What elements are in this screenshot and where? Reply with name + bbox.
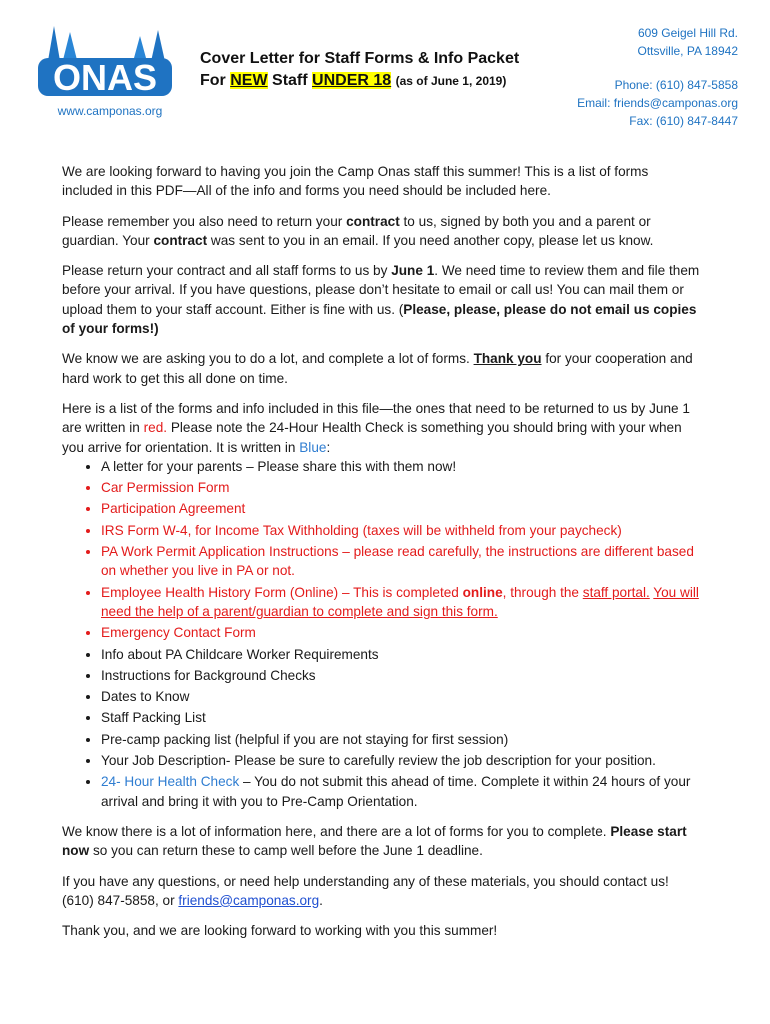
list-item: • Your Job Description- Please be sure to carefully review the job description for your position. [101,751,702,770]
phone: Phone: (610) 847-5858 [614,78,738,92]
list-item: • Instructions for Background Checks [101,666,702,685]
address-line-1: 609 Geigel Hill Rd. [637,26,738,40]
list-item: • Staff Packing List [101,708,702,727]
list-item: • Dates to Know [101,687,702,706]
letterhead [0,0,770,128]
email: Email: friends@camponas.org [577,96,738,110]
list-item: • Car Permission Form [101,478,702,497]
paragraph-deadline: Please return your contract and all staff forms to us by June 1. We need time to review them and file them before your arrival. If you have questions, please don’t hesitate to email or call us! You can mail them or upload them to your staff account. Either is fine with us. (Please, please, please do not email us copies of your forms!) [62,263,700,337]
title-line-2: For NEW Staff UNDER 18 (as of June 1, 2019) [200,72,507,89]
title-line-1: Cover Letter for Staff Forms & Info Packet [200,50,520,67]
paragraph-contact: If you have any questions, or need help understanding any of these materials, you should contact us! (610) 847-5858, or friends@camponas.org. [62,873,669,908]
letter-body [62,162,702,951]
new-highlight: NEW [230,72,268,89]
page-title [200,48,519,92]
paragraph-thanks: We know we are asking you to do a lot, and complete a lot of forms. Thank you for your cooperation and hard work to get this all done on time. [62,351,693,386]
website-link[interactable]: www.camponas.org [57,104,163,118]
list-item: • Participation Agreement [101,499,702,518]
paragraph-contract: Please remember you also need to return your contract to us, signed by both you and a parent or guardian. Your contract was sent to you in an email. If you need another copy, please let us know. [62,213,654,248]
staff-portal-link[interactable]: staff portal. [582,584,650,600]
as-of-date: (as of June 1, 2019) [395,74,507,88]
email-link[interactable]: friends@camponas.org [178,892,320,908]
camp-onas-logo [36,22,174,104]
list-item: • 24- Hour Health Check – You do not submit this ahead of time. Complete it within 24 hours of your arrival and bring it with you to Pre-Camp Orientation. [101,772,702,811]
list-item: • A letter for your parents – Please share this with them now! [101,457,702,476]
list-item: • IRS Form W-4, for Income Tax Withholding (taxes will be withheld from your paycheck) [101,521,702,540]
forms-list [62,457,702,811]
paragraph-start-now: We know there is a lot of information here, and there are a lot of forms for you to complete. Please start now so you can return these to camp well before the June 1 deadline. [62,823,687,859]
list-item: • PA Work Permit Application Instructions – please read carefully, the instructions are different based on whether you live in PA or not. [101,542,702,581]
fax: Fax: (610) 847-8447 [629,114,738,128]
list-item: • Emergency Contact Form [101,623,702,642]
paragraph-intro: We are looking forward to having you join the Camp Onas staff this summer! This is a list of forms included in this PDF—All of the info and forms you need should be included here. [62,164,649,199]
list-item: • Pre-camp packing list (helpful if you are not staying for first session) [101,730,702,749]
paragraph-closing: Thank you, and we are looking forward to working with you this summer! [62,923,498,939]
list-item: • Employee Health History Form (Online) – This is completed online, through the staff portal. You will need the help of a parent/guardian to complete and sign this form. [101,583,702,622]
list-item: • Info about PA Childcare Worker Requirements [101,645,702,664]
svg-text:ONAS: ONAS [52,57,158,98]
under-18-highlight: UNDER 18 [312,72,392,89]
contact-info [577,24,738,130]
paragraph-list-intro: Here is a list of the forms and info included in this file—the ones that need to be returned to us by June 1 are written in red. Please note the 24-Hour Health Check is something you should bring with your when you arrive for orientation. It is written in Blue: [62,400,690,455]
address-line-2: Ottsville, PA 18942 [637,44,738,58]
